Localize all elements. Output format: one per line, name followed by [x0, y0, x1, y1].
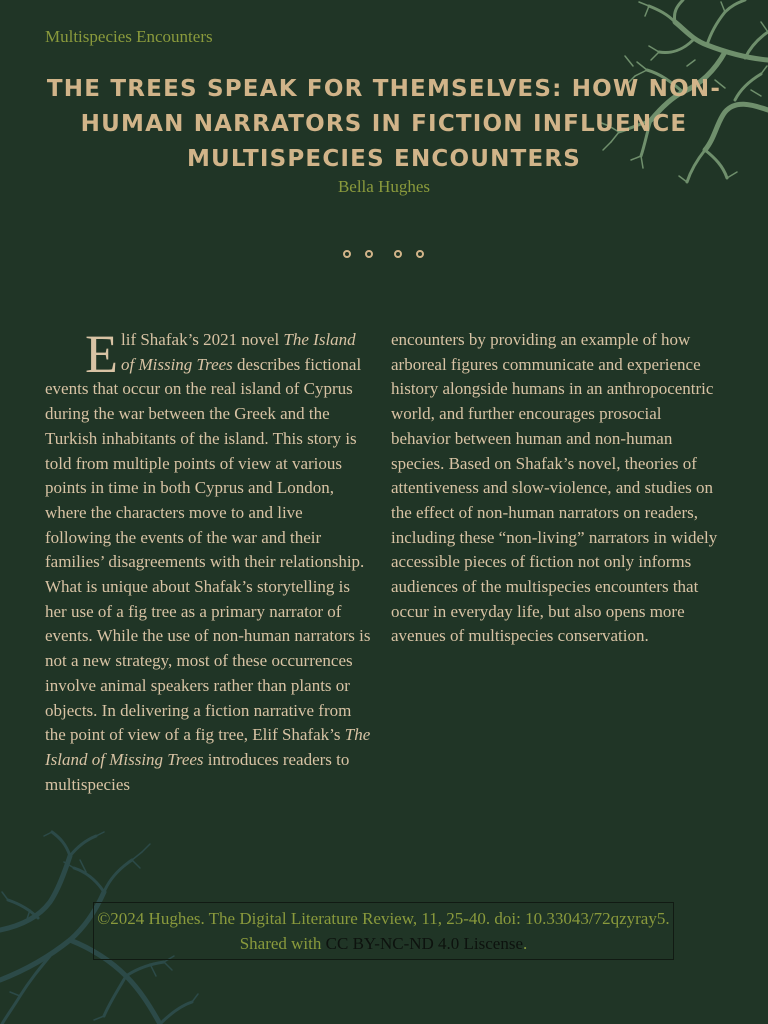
body-text: introduces readers to multispecies	[45, 749, 350, 794]
ornament-divider	[340, 247, 428, 261]
citation-text: ©2024 Hughes. The Digital Literature Review, 11, 25-40. doi: 10.33043/72qzyray5. Shared with	[97, 909, 670, 953]
citation-end: .	[523, 934, 528, 953]
body-text: lif Shafak’s 2021 novel	[121, 330, 284, 349]
article-author: Bella Hughes	[337, 177, 431, 196]
article-title: THE TREES SPEAK FOR THEMSELVES: HOW NON-HUMAN NARRATORS IN FICTION INFLUENCE MULTISPECIES ENCOUNTERS	[46, 76, 722, 172]
book-title: The Island of Missing Trees	[45, 725, 371, 769]
license-box	[93, 902, 674, 960]
body-column-right: encounters by providing an example of how arboreal figures communicate and experience history alongside humans in an anthropocentric world, and further encourages prosocial behavior between human and non-human species. Based on Shafak’s novel, theories of attentiveness and slow-violence, and studies on the effect of non-human narrators on readers, including these “non-living” narrators in widely accessible pieces of fiction not only informs audiences of the multispecies encounters that occur in everyday life, but also opens more avenues of multispecies conservation.	[391, 330, 718, 646]
license-link[interactable]: CC BY-NC-ND 4.0 Liscense	[325, 934, 524, 953]
section-label: Multispecies Encounters	[45, 27, 213, 46]
drop-cap: E	[85, 324, 118, 384]
body-text: describes fictional events that occur on the real island of Cyprus during the war between the Greek and the Turkish inhabitants of the island. This story is told from multiple points of view at various points in time in both Cyprus and London, where the characters move to and live following the events of the war and their families’ disagreements with their relationship. What is unique about Shafak’s storytelling is her use of a fig tree as a primary narrator of events. While the use of non-human narrators is not a new strategy, most of these occurrences involve animal speakers rather than plants or objects. In delivering a fiction narrative from the point of view of a fig tree, Elif Shafak’s	[45, 354, 371, 745]
body-column-left	[45, 324, 372, 797]
book-title: The Island of Missing Trees	[121, 330, 356, 374]
